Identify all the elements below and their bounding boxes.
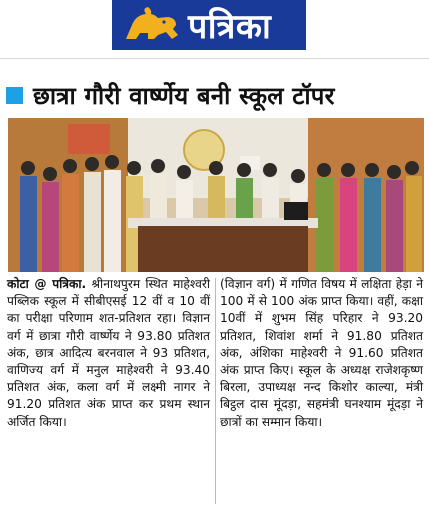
article-body	[7, 276, 423, 506]
column-2-text: (विज्ञान वर्ग) में गणित विषय में लक्षिता हेड़ा ने 100 में से 100 अंक प्राप्त किया। वहीं, कक्षा 10वीं में शुभम सिंह परिहार ने 93.20 प्रतिशत, शिवांश शर्मा ने 91.80 प्रतिशत अंक, अंशिका माहेश्वरी ने 91.60 प्रतिशत अंक प्राप्त किए। स्कूल के अध्यक्ष राजेशकृष्ण बिरला, उपाध्यक्ष नन्द किशोर काल्या, मंत्री बिट्ठल दास मूंदड़ा, सहमंत्री घनश्याम मूंदड़ा ने छात्रों का सम्मान किया।	[220, 277, 423, 429]
column-1-text: श्रीनाथपुरम स्थित माहेश्वरी पब्लिक स्कूल में सीबीएसई 12 वीं व 10 वीं का परीक्षा परिणाम शत-प्रतिशत रहा। विज्ञान वर्ग में छात्रा गौरी वार्ष्णेय ने 93.80 प्रतिशत अंक, छात्र आदित्य बरनवाल ने 93 प्रतिशत, वाणिज्य वर्ग में मनुल माहेश्वरी ने 93.40 प्रतिशत अंक, कला वर्ग में लक्ष्मी नागर ने 91.20 प्रतिशत अंक प्राप्त कर प्रथम स्थान अर्जित किया।	[7, 277, 210, 429]
masthead-logo	[112, 0, 306, 50]
brand-name: पत्रिका	[188, 7, 272, 47]
divider	[0, 58, 429, 59]
article-column-1	[7, 276, 210, 506]
headline-bullet	[6, 87, 23, 104]
dateline: कोटा @ पत्रिका.	[7, 277, 87, 291]
lion-emblem-icon	[118, 5, 184, 45]
column-divider	[215, 278, 216, 504]
news-photo	[8, 118, 424, 272]
headline-row	[6, 75, 426, 115]
article-column-2	[220, 276, 423, 506]
headline: छात्रा गौरी वार्ष्णेय बनी स्कूल टॉपर	[33, 81, 335, 110]
